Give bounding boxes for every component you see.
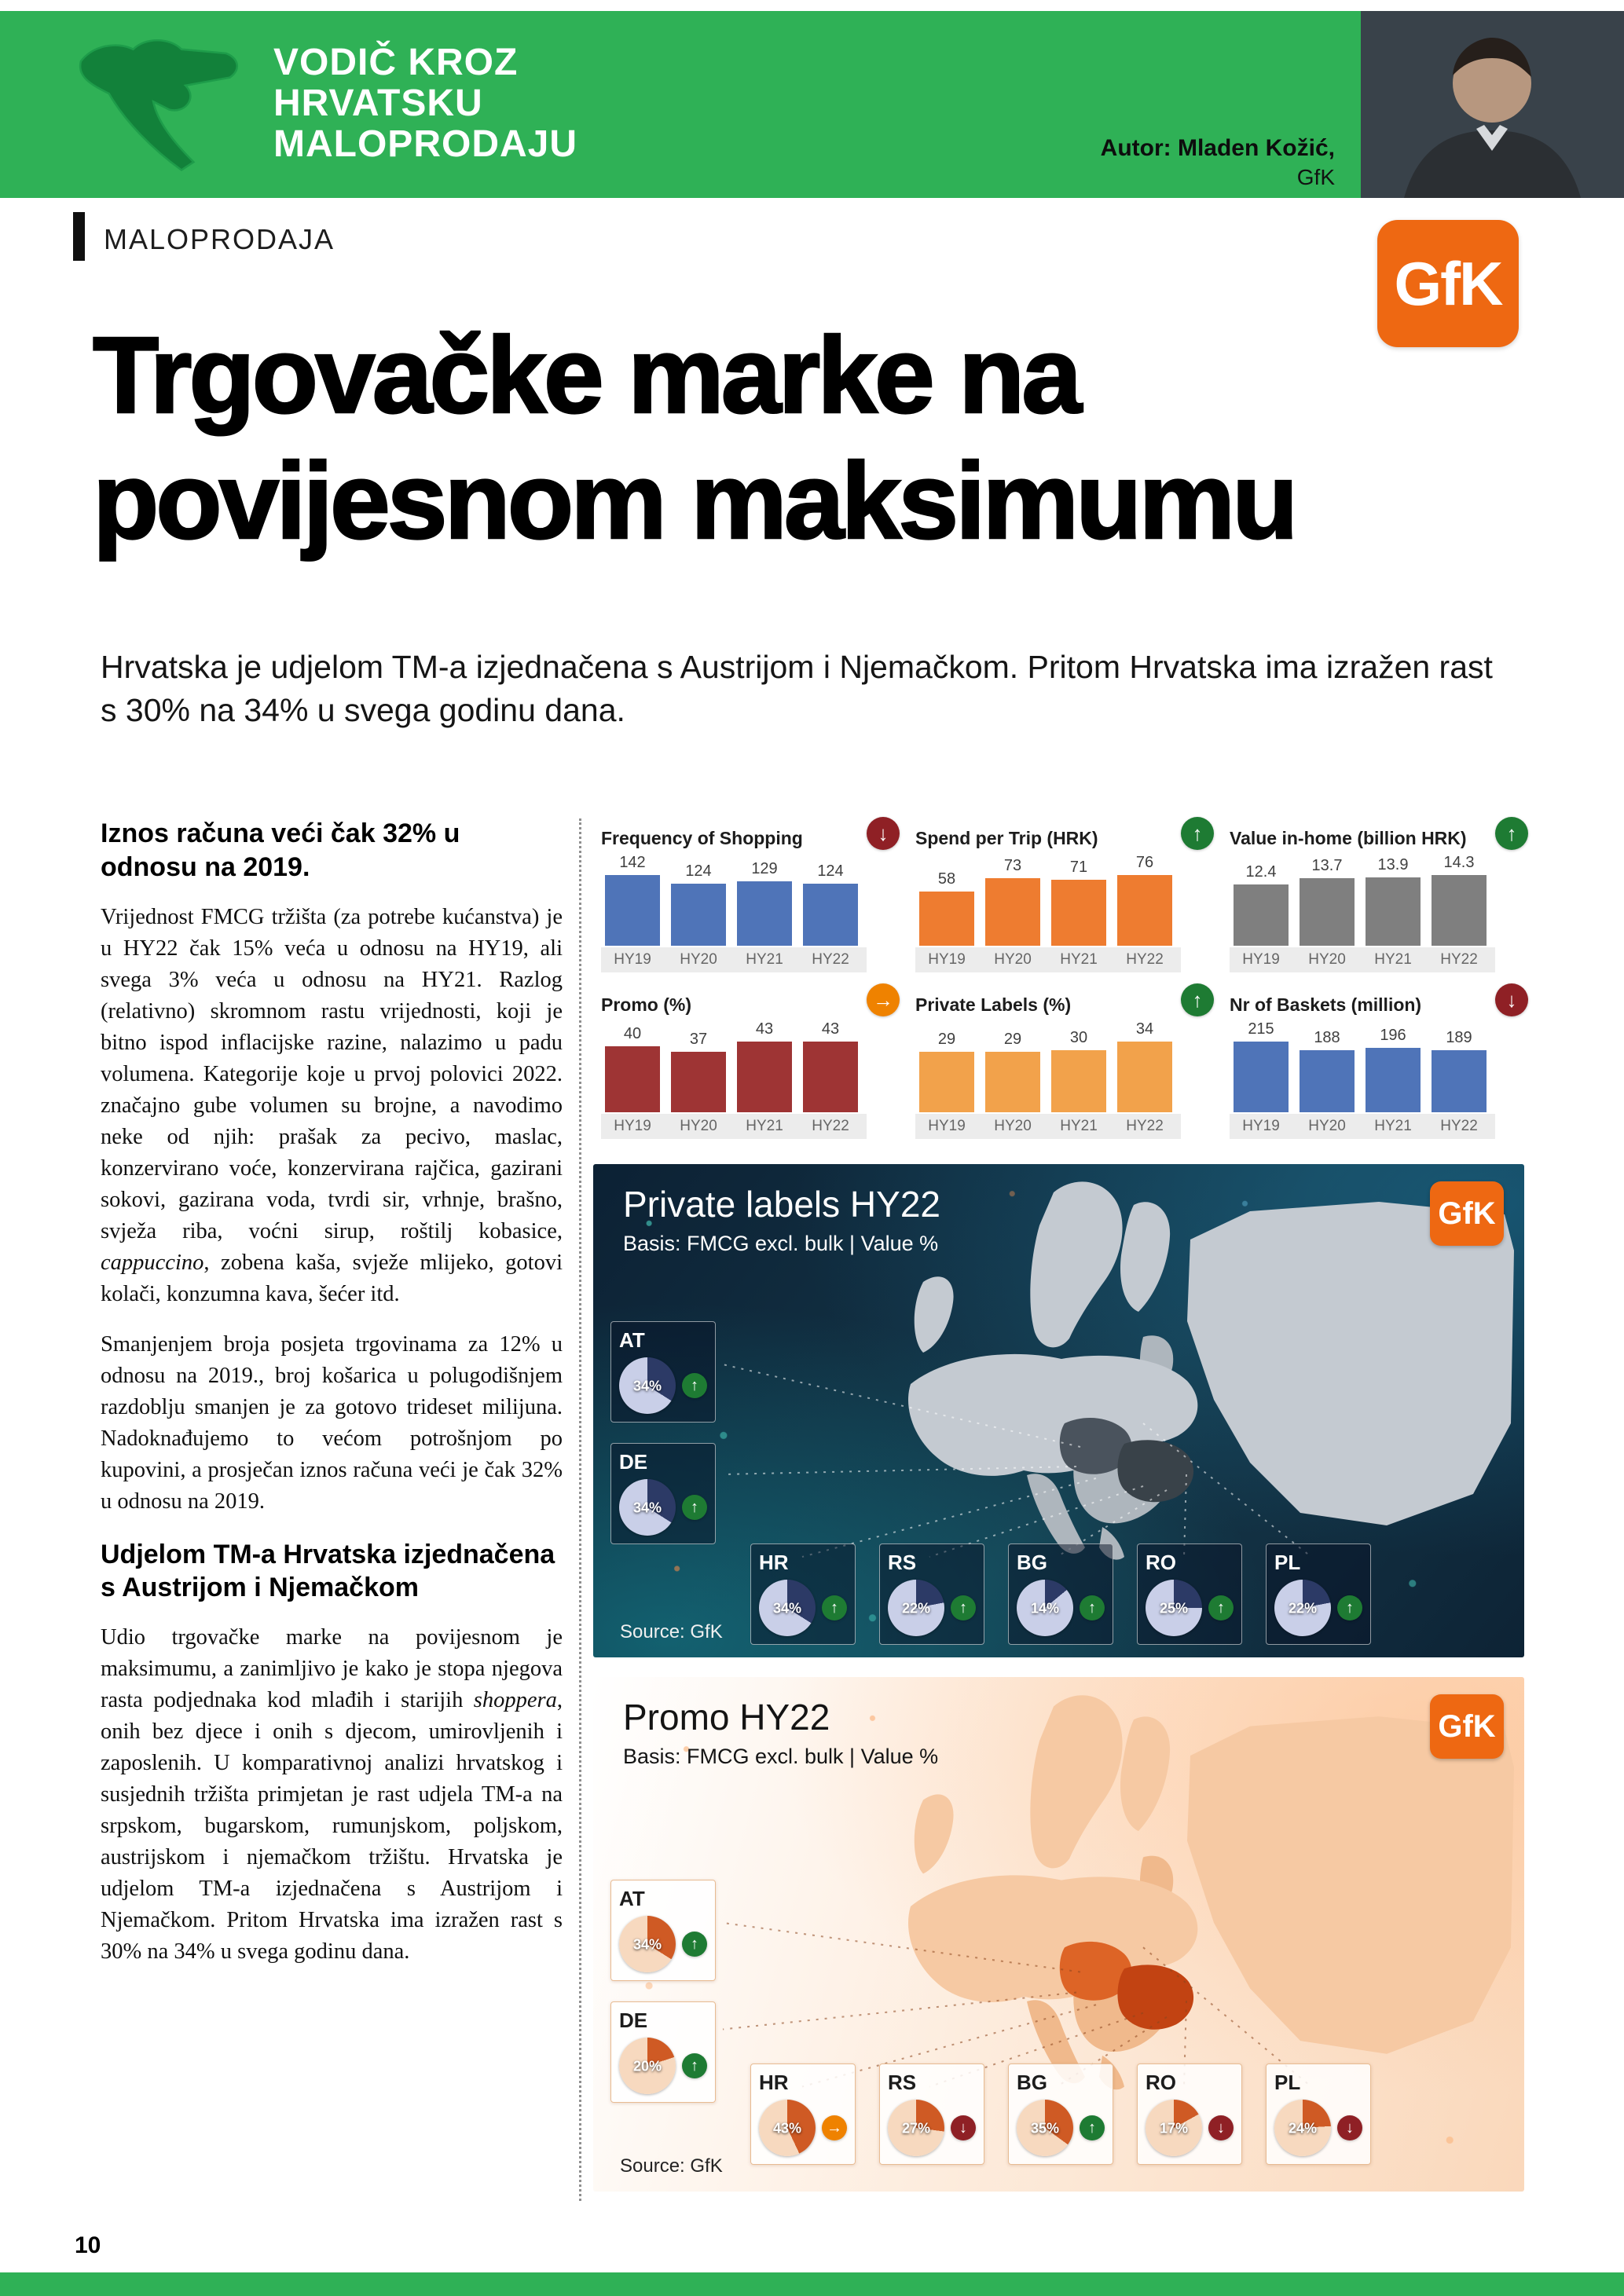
category-label: HY19 bbox=[1242, 1118, 1280, 1134]
trend-up-icon: ↑ bbox=[682, 1495, 707, 1520]
bar-HY22 bbox=[803, 862, 858, 946]
kicker-accent-bar bbox=[73, 212, 85, 261]
bar-value-label: 29 bbox=[937, 1031, 956, 1048]
bar-HY19 bbox=[605, 1025, 660, 1112]
bar-value-label: 189 bbox=[1446, 1029, 1472, 1046]
category-axis bbox=[915, 947, 1181, 972]
pie-chart-BG bbox=[1017, 1580, 1073, 1636]
trend-down-icon: ↓ bbox=[867, 817, 900, 850]
category-label: HY19 bbox=[928, 1118, 966, 1134]
croatia-map-logo bbox=[61, 25, 269, 186]
article-headline bbox=[93, 313, 1295, 564]
bar-HY20 bbox=[985, 857, 1040, 946]
pie-percentage-label: 27% bbox=[901, 2120, 931, 2137]
category-axis bbox=[601, 947, 867, 972]
bar-HY21 bbox=[1051, 859, 1106, 946]
category-label: HY22 bbox=[812, 951, 849, 968]
trend-right-icon: → bbox=[822, 2115, 847, 2140]
chart-promo bbox=[601, 987, 900, 1139]
column-divider bbox=[579, 818, 581, 2201]
category-label: HY20 bbox=[680, 951, 717, 968]
category-axis bbox=[1230, 1114, 1495, 1139]
bar-value-label: 76 bbox=[1135, 854, 1154, 871]
pie-chart-RS bbox=[888, 2100, 944, 2156]
publication-title-line: MALOPRODAJU bbox=[273, 123, 578, 165]
page-number: 10 bbox=[75, 2232, 101, 2258]
pie-chart-AT bbox=[619, 1357, 676, 1414]
section-kicker: MALOPRODAJA bbox=[104, 223, 335, 255]
trend-up-icon: ↑ bbox=[951, 1595, 976, 1620]
gfk-logo bbox=[1377, 220, 1519, 347]
country-code-label: BG bbox=[1017, 2071, 1047, 2094]
bar-plot bbox=[1230, 1020, 1495, 1112]
article-subheading-2: Udjelom TM-a Hrvatska izjednačena s Austrijom i Njemačkom bbox=[101, 1539, 555, 1603]
author-name: Autor: Mladen Kožić, bbox=[1100, 135, 1335, 161]
chart-title: Nr of Baskets (million) bbox=[1230, 994, 1422, 1015]
pie-percentage-label: 22% bbox=[1288, 1600, 1318, 1617]
category-label: HY19 bbox=[1242, 951, 1280, 968]
chart-frequency-of-shopping bbox=[601, 821, 900, 972]
trend-up-icon: ↑ bbox=[682, 1373, 707, 1398]
bar-value-label: 13.9 bbox=[1377, 856, 1409, 873]
pie-percentage-label: 17% bbox=[1159, 2120, 1189, 2137]
trend-up-icon: ↑ bbox=[682, 2053, 707, 2078]
trend-up-icon: ↑ bbox=[1080, 1595, 1105, 1620]
chart-private-labels bbox=[915, 987, 1214, 1139]
pie-chart-DE bbox=[619, 2038, 676, 2094]
author-credit bbox=[1101, 135, 1335, 190]
bar-HY20 bbox=[985, 1031, 1040, 1112]
country-pie-card-PL bbox=[1266, 2063, 1371, 2165]
bar-HY22 bbox=[803, 1020, 858, 1112]
trend-up-icon: ↑ bbox=[1181, 817, 1214, 850]
bar-HY19 bbox=[605, 854, 660, 946]
bar-value-label: 37 bbox=[689, 1031, 708, 1048]
author-photo bbox=[1361, 11, 1624, 198]
bar-value-label: 58 bbox=[937, 870, 956, 888]
pie-chart-RO bbox=[1146, 1580, 1202, 1636]
panel-subtitle: Basis: FMCG excl. bulk | Value % bbox=[623, 1232, 939, 1255]
country-code-label: PL bbox=[1274, 1551, 1301, 1574]
trend-down-icon: ↓ bbox=[951, 2115, 976, 2140]
pie-percentage-label: 34% bbox=[632, 1378, 662, 1394]
article-lead: Hrvatska je udjelom TM-a izjednačena s Austrijom i Njemačkom. Pritom Hrvatska ima izražen rast s 30% na 34% u svega godinu dana. bbox=[101, 649, 1493, 729]
category-label: HY21 bbox=[1060, 951, 1098, 968]
trend-up-icon: ↑ bbox=[682, 1932, 707, 1957]
pie-percentage-label: 35% bbox=[1030, 2120, 1060, 2137]
country-code-label: AT bbox=[619, 1328, 645, 1352]
category-label: HY21 bbox=[1374, 1118, 1412, 1134]
gfk-logo: GfK bbox=[1430, 1181, 1504, 1246]
country-code-label: HR bbox=[759, 1551, 789, 1574]
category-label: HY22 bbox=[812, 1118, 849, 1134]
category-axis bbox=[601, 1114, 867, 1139]
bar-HY19 bbox=[919, 1031, 974, 1112]
bar-HY21 bbox=[737, 860, 792, 946]
bar-HY21 bbox=[1051, 1029, 1106, 1112]
chart-spend-per-trip bbox=[915, 821, 1214, 972]
bar-HY21 bbox=[1366, 1027, 1421, 1112]
category-label: HY19 bbox=[614, 951, 651, 968]
trend-up-icon: ↑ bbox=[1495, 817, 1528, 850]
trend-up-icon: ↑ bbox=[1181, 983, 1214, 1016]
bar-value-label: 73 bbox=[1003, 857, 1022, 874]
category-label: HY20 bbox=[1308, 951, 1346, 968]
trend-up-icon: ↑ bbox=[1080, 2115, 1105, 2140]
bar-value-label: 34 bbox=[1135, 1020, 1154, 1038]
category-label: HY21 bbox=[1060, 1118, 1098, 1134]
pie-percentage-label: 34% bbox=[632, 1936, 662, 1953]
bar-HY20 bbox=[671, 862, 726, 946]
country-code-label: DE bbox=[619, 1450, 648, 1474]
bar-value-label: 215 bbox=[1248, 1020, 1274, 1038]
bar-value-label: 12.4 bbox=[1245, 863, 1277, 881]
category-axis bbox=[915, 1114, 1181, 1139]
category-label: HY19 bbox=[614, 1118, 651, 1134]
category-label: HY21 bbox=[746, 951, 783, 968]
category-axis bbox=[1230, 947, 1495, 972]
bar-HY19 bbox=[919, 870, 974, 946]
bar-HY20 bbox=[671, 1031, 726, 1112]
trend-down-icon: ↓ bbox=[1337, 2115, 1362, 2140]
bar-HY22 bbox=[1432, 1029, 1487, 1112]
chart-title: Spend per Trip (HRK) bbox=[915, 828, 1098, 848]
country-cards-bottom bbox=[750, 1543, 1371, 1645]
article-paragraph-2: Smanjenjem broja posjeta trgovinama za 12% u odnosu na 2019., broj košarica u polugodišnjem razdoblju smanjen je za gotovo trideset milijuna. Nadoknađujemo to većom potrošnjom po kupovini, a prosječan iznos računa veći je čak 32% u odnosu na 2019. bbox=[101, 1331, 563, 1514]
country-pie-card-BG bbox=[1008, 1543, 1113, 1645]
pie-percentage-label: 24% bbox=[1288, 2120, 1318, 2137]
category-label: HY20 bbox=[994, 951, 1032, 968]
author-organization: GfK bbox=[1296, 165, 1335, 189]
category-label: HY20 bbox=[1308, 1118, 1346, 1134]
trend-down-icon: ↓ bbox=[1208, 2115, 1234, 2140]
bar-HY20 bbox=[1300, 857, 1355, 946]
country-cards-bottom bbox=[750, 2063, 1371, 2165]
article-body-column bbox=[101, 817, 563, 1987]
country-code-label: RS bbox=[888, 1551, 917, 1574]
country-pie-card-PL bbox=[1266, 1543, 1371, 1645]
article-subheading-1: Iznos računa veći čak 32% u odnosu na 2019. bbox=[101, 818, 460, 882]
bar-HY19 bbox=[1234, 1020, 1289, 1112]
bar-plot bbox=[915, 853, 1181, 946]
headline-line-2: povijesnom maksimumu bbox=[93, 441, 1296, 562]
kpi-charts-grid bbox=[601, 821, 1528, 1139]
source-credit: Source: GfK bbox=[620, 1621, 723, 1642]
category-label: HY22 bbox=[1126, 1118, 1164, 1134]
pie-percentage-label: 14% bbox=[1030, 1600, 1060, 1617]
pie-percentage-label: 22% bbox=[901, 1600, 931, 1617]
bar-value-label: 29 bbox=[1003, 1031, 1022, 1048]
panel-title: Promo HY22 bbox=[623, 1697, 830, 1738]
pie-chart-DE bbox=[619, 1479, 676, 1536]
chart-title: Promo (%) bbox=[601, 994, 691, 1015]
bar-HY21 bbox=[1366, 856, 1421, 946]
bar-value-label: 124 bbox=[817, 862, 844, 880]
country-code-label: BG bbox=[1017, 1551, 1047, 1574]
bar-value-label: 40 bbox=[623, 1025, 642, 1042]
promo-map-panel bbox=[593, 1677, 1524, 2192]
bar-value-label: 13.7 bbox=[1311, 857, 1343, 874]
gfk-logo-text: GfK bbox=[1394, 248, 1502, 318]
headline-line-1: Trgovačke marke na bbox=[93, 315, 1080, 436]
country-pie-card-HR bbox=[750, 1543, 856, 1645]
private-labels-map-panel bbox=[593, 1164, 1524, 1657]
panel-subtitle: Basis: FMCG excl. bulk | Value % bbox=[623, 1745, 939, 1768]
chart-title: Value in-home (billion HRK) bbox=[1230, 828, 1467, 848]
category-label: HY22 bbox=[1126, 951, 1164, 968]
bar-HY21 bbox=[737, 1020, 792, 1112]
chart-title: Frequency of Shopping bbox=[601, 828, 803, 848]
gfk-logo: GfK bbox=[1430, 1694, 1504, 1759]
trend-up-icon: ↑ bbox=[1208, 1595, 1234, 1620]
trend-up-icon: ↑ bbox=[1337, 1595, 1362, 1620]
pie-percentage-label: 43% bbox=[772, 2120, 802, 2137]
category-label: HY22 bbox=[1440, 1118, 1478, 1134]
bar-HY19 bbox=[1234, 863, 1289, 946]
country-pie-card-RO bbox=[1137, 2063, 1242, 2165]
country-code-label: DE bbox=[619, 2009, 648, 2032]
bar-value-label: 14.3 bbox=[1443, 854, 1475, 871]
bar-plot bbox=[915, 1020, 1181, 1112]
pie-chart-RO bbox=[1146, 2100, 1202, 2156]
country-pie-card-AT bbox=[610, 1321, 716, 1423]
trend-down-icon: ↓ bbox=[1495, 983, 1528, 1016]
chart-value-in-home bbox=[1230, 821, 1528, 972]
bar-value-label: 30 bbox=[1069, 1029, 1088, 1046]
country-pie-card-BG bbox=[1008, 2063, 1113, 2165]
bar-value-label: 71 bbox=[1069, 859, 1088, 876]
page-header bbox=[0, 11, 1624, 198]
country-pie-card-DE bbox=[610, 2001, 716, 2103]
publication-title-line: HRVATSKU bbox=[273, 82, 483, 124]
source-credit: Source: GfK bbox=[620, 2155, 723, 2177]
country-pie-card-RS bbox=[879, 2063, 984, 2165]
bar-HY22 bbox=[1117, 1020, 1172, 1112]
country-pie-card-HR bbox=[750, 2063, 856, 2165]
category-label: HY20 bbox=[994, 1118, 1032, 1134]
bar-HY20 bbox=[1300, 1029, 1355, 1112]
bar-value-label: 142 bbox=[619, 854, 646, 871]
country-pie-card-RO bbox=[1137, 1543, 1242, 1645]
country-cards-left bbox=[610, 1880, 716, 2103]
pie-chart-PL bbox=[1274, 2100, 1331, 2156]
pie-chart-HR bbox=[759, 2100, 816, 2156]
category-label: HY20 bbox=[680, 1118, 717, 1134]
publication-title bbox=[273, 42, 577, 164]
country-pie-card-AT bbox=[610, 1880, 716, 1981]
country-pie-card-DE bbox=[610, 1443, 716, 1544]
bar-value-label: 188 bbox=[1314, 1029, 1340, 1046]
chart-title: Private Labels (%) bbox=[915, 994, 1072, 1015]
chart-nr-of-baskets bbox=[1230, 987, 1528, 1139]
bar-plot bbox=[601, 1020, 867, 1112]
panel-title: Private labels HY22 bbox=[623, 1184, 940, 1225]
category-label: HY21 bbox=[746, 1118, 783, 1134]
country-code-label: RO bbox=[1146, 1551, 1176, 1574]
bar-value-label: 43 bbox=[755, 1020, 774, 1038]
country-cards-left bbox=[610, 1321, 716, 1544]
country-pie-card-RS bbox=[879, 1543, 984, 1645]
country-code-label: PL bbox=[1274, 2071, 1301, 2094]
bar-HY22 bbox=[1117, 854, 1172, 946]
pie-chart-BG bbox=[1017, 2100, 1073, 2156]
pie-percentage-label: 25% bbox=[1159, 1600, 1189, 1617]
footer-accent-bar bbox=[0, 2272, 1624, 2296]
pie-percentage-label: 34% bbox=[772, 1600, 802, 1617]
country-code-label: RO bbox=[1146, 2071, 1176, 2094]
country-code-label: HR bbox=[759, 2071, 789, 2094]
bar-value-label: 129 bbox=[751, 860, 778, 877]
person-silhouette-icon bbox=[1361, 11, 1624, 198]
bar-plot bbox=[601, 853, 867, 946]
category-label: HY19 bbox=[928, 951, 966, 968]
bar-value-label: 196 bbox=[1380, 1027, 1406, 1044]
trend-right-icon: → bbox=[867, 983, 900, 1016]
bar-value-label: 43 bbox=[821, 1020, 840, 1038]
country-code-label: RS bbox=[888, 2071, 917, 2094]
pie-chart-RS bbox=[888, 1580, 944, 1636]
pie-chart-PL bbox=[1274, 1580, 1331, 1636]
bar-value-label: 124 bbox=[685, 862, 712, 880]
country-code-label: AT bbox=[619, 1887, 645, 1910]
bar-HY22 bbox=[1432, 854, 1487, 946]
bar-plot bbox=[1230, 853, 1495, 946]
pie-chart-AT bbox=[619, 1916, 676, 1972]
pie-chart-HR bbox=[759, 1580, 816, 1636]
pie-percentage-label: 20% bbox=[632, 2058, 662, 2074]
article-paragraph-3: Udio trgovačke marke na povijesnom je maksimumu, a zanimljivo je kako je stopa njegova rasta podjednaka kod mlađih i starijih shoppera, onih bez djece i onih s djecom, umirovljenih i zaposlenih. U komparativnoj analizi hrvatskog i susjednih tržišta primjetan je rast udjela TM-a na srpskom, bugarskom, rumunjskom, poljskom, austrijskom i njemačkom tržištu. Hrvatska je udjelom TM-a izjednačena s Austrijom i Njemačkom. Pritom Hrvatska ima izražen rast s 30% na 34% u svega godinu dana. bbox=[101, 1625, 563, 1965]
publication-title-line: VODIČ KROZ bbox=[273, 42, 519, 83]
trend-up-icon: ↑ bbox=[822, 1595, 847, 1620]
pie-percentage-label: 34% bbox=[632, 1500, 662, 1516]
category-label: HY21 bbox=[1374, 951, 1412, 968]
category-label: HY22 bbox=[1440, 951, 1478, 968]
article-paragraph-1: Vrijednost FMCG tržišta (za potrebe kućanstva) je u HY22 čak 15% veća u odnosu na HY19, ali svega 3% veća u odnosu na HY21. Razlog (relativno) skromnom rastu vrijednosti, koji je bitno ispod inflacijske razine, nalazimo u padu volumena. Kategorije koje u prvoj polovici 2022. značajno gube volumen su brojne, a navodimo neke od njih: prašak za pecivo, maslac, konzervirano voće, konzervirana rajčica, gazirani sokovi, gazirana voda, tvrdi sir, vrhnje, brašno, svježa riba, voćni sirup, roštilj kobasice, cappuccino, zobena kaša, svježe mlijeko, gotovi kolači, konzumna kava, šećer itd. bbox=[101, 904, 563, 1306]
